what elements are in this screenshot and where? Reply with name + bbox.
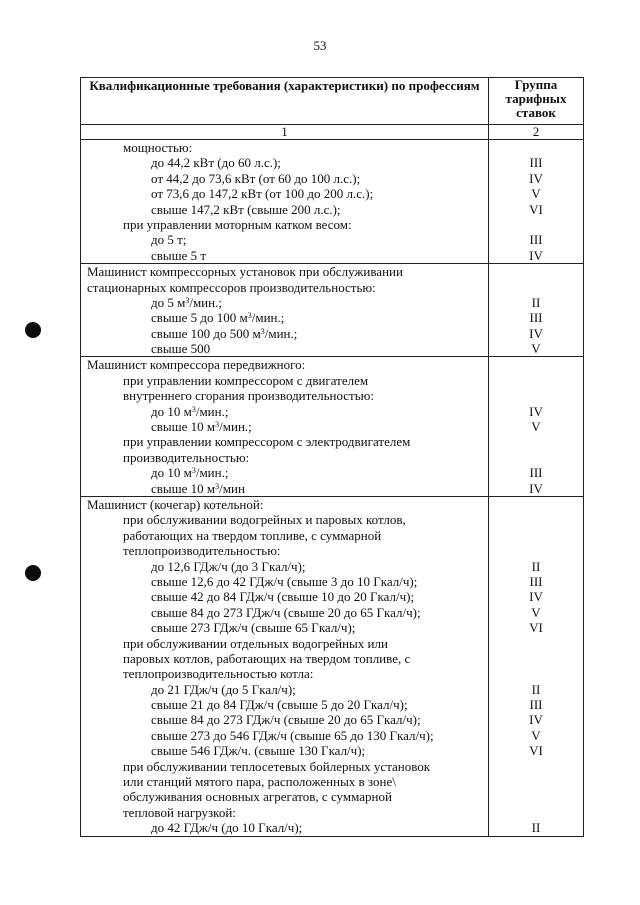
requirements-cell <box>81 496 489 836</box>
requirement-line: до 42 ГДж/ч (до 10 Гкал/ч); <box>151 820 303 836</box>
table-header-row <box>81 78 584 125</box>
page-number: 53 <box>313 38 327 53</box>
requirement-line: свыше 5 т <box>151 247 207 263</box>
tariff-group-value <box>489 217 583 232</box>
table-row <box>81 496 584 836</box>
table-row <box>81 140 584 264</box>
header-tariff-group: Группа тарифных ставок <box>489 78 584 125</box>
tariff-group-value: III <box>529 697 543 713</box>
tariff-group-value <box>489 789 583 804</box>
requirement-line: теплопроизводительностью: <box>123 543 281 559</box>
requirement-line: свыше 147,2 кВт (свыше 200 л.с.); <box>151 201 341 217</box>
requirement-line: Машинист компрессорных установок при обслуживании <box>87 264 403 280</box>
tariff-group-value: III <box>529 232 543 248</box>
tariff-group-value: VI <box>529 620 543 636</box>
tariff-group-value: II <box>531 681 541 697</box>
requirement-line: до 10 $м^3$/мин.; <box>151 403 229 419</box>
requirement-line: до 5 $м^3$/мин.; <box>151 294 222 310</box>
requirement-line: свыше 546 ГДж/ч. (свыше 130 Гкал/ч); <box>151 743 366 759</box>
requirement-line: до 44,2 кВт (до 60 л.с.); <box>151 155 281 171</box>
tariff-group-value: II <box>531 558 541 574</box>
tariff-group-value <box>489 805 583 820</box>
requirement-line: работающих на твердом топливе, с суммарной <box>123 527 382 543</box>
tariff-group-value <box>489 666 583 681</box>
tariff-group-value: VI <box>529 743 543 759</box>
tariff-group-value <box>489 280 583 295</box>
tariff-group-cell <box>489 496 584 836</box>
requirements-cell <box>81 264 489 357</box>
requirement-line: свыше 21 до 84 ГДж/ч (свыше 5 до 20 Гкал/ч); <box>151 697 408 713</box>
tariff-group-value <box>489 759 583 774</box>
requirement-line: свыше 84 до 273 ГДж/ч (свыше 20 до 65 Гкал/ч); <box>151 604 421 620</box>
tariff-group-value: IV <box>529 712 543 728</box>
tariff-group-value <box>489 264 583 279</box>
tariff-group-value: III <box>529 573 543 589</box>
tariff-group-value: IV <box>529 325 543 341</box>
requirement-line: свыше 42 до 84 ГДж/ч (свыше 10 до 20 Гкал/ч); <box>151 589 415 605</box>
tariff-group-value: V <box>531 186 541 202</box>
requirement-line: при обслуживании отдельных водогрейных или <box>123 635 388 651</box>
requirement-line: Машинист компрессора передвижного: <box>87 357 306 373</box>
requirement-line: свыше 10 $м^3$/мин <box>151 480 245 496</box>
requirement-line: Машинист (кочегар) котельной: <box>87 496 264 512</box>
tariff-group-value <box>489 528 583 543</box>
column-number-row <box>81 125 584 140</box>
requirement-line: паровых котлов, работающих на твердом топливе, с <box>123 650 411 666</box>
requirement-line: свыше 84 до 273 ГДж/ч (свыше 20 до 65 Гкал/ч); <box>151 712 421 728</box>
table-row <box>81 264 584 357</box>
tariff-group-value <box>489 774 583 789</box>
punch-hole-top <box>25 322 41 338</box>
requirement-line: производительностью: <box>123 449 250 465</box>
tariff-group-value: II <box>531 820 541 836</box>
tariff-group-value: III <box>529 155 543 171</box>
table-row <box>81 357 584 497</box>
tariff-group-value <box>489 434 583 449</box>
requirement-line: стационарных компрессоров производительностью: <box>87 279 376 295</box>
requirement-line: свыше 12,6 до 42 ГДж/ч (свыше 3 до 10 Гкал/ч); <box>151 573 418 589</box>
tariff-group-value: III <box>529 465 543 481</box>
tariff-group-value: VI <box>529 201 543 217</box>
tariff-group-value: V <box>531 419 541 435</box>
tariff-group-value <box>489 388 583 403</box>
tariff-group-value <box>489 636 583 651</box>
requirement-line: при управлении компрессором с двигателем <box>123 372 369 388</box>
tariff-group-cell <box>489 264 584 357</box>
requirement-line: до 12,6 ГДж/ч (до 3 Гкал/ч); <box>151 558 306 574</box>
requirements-cell <box>81 140 489 264</box>
tariff-group-cell <box>489 357 584 497</box>
requirement-line: свыше 273 ГДж/ч (свыше 65 Гкал/ч); <box>151 620 356 636</box>
table-body <box>81 140 584 837</box>
tariff-group-value <box>489 497 583 512</box>
requirement-line: до 10 $м^3$/мин.; <box>151 465 229 481</box>
requirement-line: внутреннего сгорания производительностью: <box>123 388 374 404</box>
requirement-line: тепловой нагрузкой: <box>123 804 236 820</box>
requirements-cell <box>81 357 489 497</box>
tariff-group-value <box>489 373 583 388</box>
tariff-group-value <box>489 651 583 666</box>
header-requirements: Квалификационные требования (характеристики) по профессиям <box>81 78 489 125</box>
column-number-1: 1 <box>81 125 489 140</box>
punch-hole-bottom <box>25 565 41 581</box>
tariff-group-value: V <box>531 727 541 743</box>
requirement-line: или станций мятого пара, расположенных в зоне\ <box>123 774 396 790</box>
tariff-group-value: II <box>531 294 541 310</box>
tariff-group-value <box>489 357 583 372</box>
requirement-line: свыше 10 $м^3$/мин.; <box>151 419 252 435</box>
tariff-group-value: IV <box>529 589 543 605</box>
requirement-line: обслуживания основных агрегатов, с суммарной <box>123 789 392 805</box>
requirement-line: теплопроизводительностью котла: <box>123 666 314 682</box>
tariff-group-cell <box>489 140 584 264</box>
requirement-line: при управлении моторным катком весом: <box>123 216 352 232</box>
requirement-line: мощностью: <box>123 140 193 155</box>
tariff-group-value <box>489 140 583 155</box>
requirement-line: при обслуживании теплосетевых бойлерных установок <box>123 758 431 774</box>
tariff-group-value: V <box>531 604 541 620</box>
requirement-line: свыше 273 до 546 ГДж/ч (свыше 65 до 130 Гкал/ч); <box>151 727 434 743</box>
tariff-group-value: IV <box>529 170 543 186</box>
requirement-line: до 5 т; <box>151 232 187 248</box>
requirement-line: при управлении компрессором с электродвигателем <box>123 434 411 450</box>
qualification-table <box>80 77 584 837</box>
requirement-line: до 21 ГДж/ч (до 5 Гкал/ч); <box>151 681 296 697</box>
requirement-line: свыше 5 до 100 $м^3$/мин.; <box>151 310 285 326</box>
requirement-line: от 73,6 до 147,2 кВт (от 100 до 200 л.с.); <box>151 186 374 202</box>
tariff-group-value <box>489 543 583 558</box>
tariff-group-value <box>489 512 583 527</box>
tariff-group-value <box>489 450 583 465</box>
requirement-line: свыше 100 до 500 $м^3$/мин.; <box>151 325 298 341</box>
column-number-2: 2 <box>489 125 584 140</box>
tariff-group-value: IV <box>529 403 543 419</box>
tariff-group-value: V <box>531 341 541 357</box>
tariff-group-value: IV <box>529 480 543 496</box>
requirement-line: свыше 500 <box>151 341 211 357</box>
tariff-group-value: III <box>529 310 543 326</box>
requirement-line: от 44,2 до 73,6 кВт (от 60 до 100 л.с.); <box>151 170 361 186</box>
requirement-line: при обслуживании водогрейных и паровых котлов, <box>123 512 406 528</box>
tariff-group-value: IV <box>529 247 543 263</box>
